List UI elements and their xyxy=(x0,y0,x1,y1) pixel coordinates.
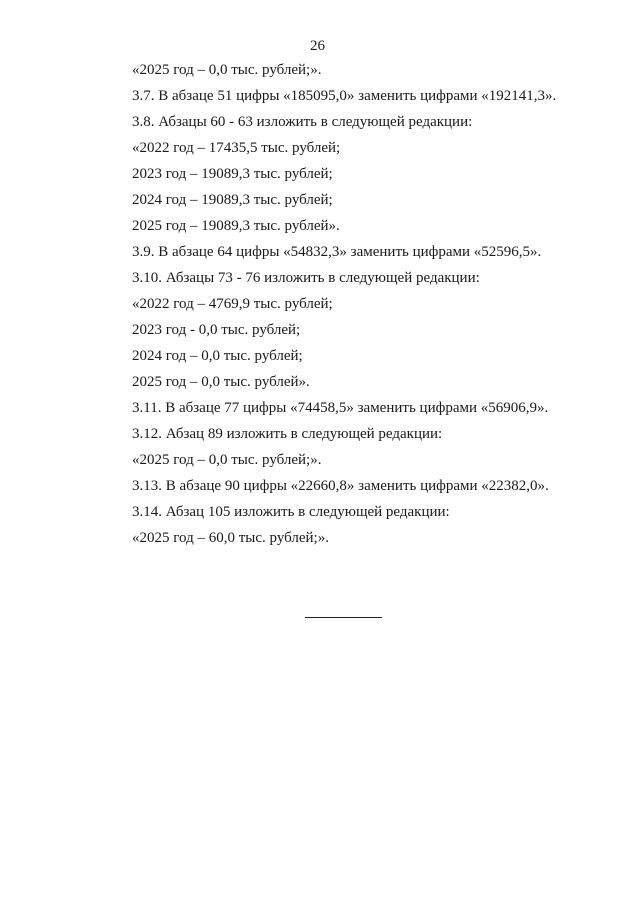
text-line: 2023 год – 19089,3 тыс. рублей; xyxy=(132,166,333,182)
text-line: 2024 год – 0,0 тыс. рублей; xyxy=(132,348,303,364)
text-line: 2025 год – 19089,3 тыс. рублей». xyxy=(132,218,340,234)
text-line: 3.13. В абзаце 90 цифры «22660,8» заменить цифрами «22382,0». xyxy=(132,478,549,494)
text-line: 3.8. Абзацы 60 - 63 изложить в следующей редакции: xyxy=(132,114,473,130)
page-number: 26 xyxy=(310,38,325,54)
text-line: «2022 год – 17435,5 тыс. рублей; xyxy=(132,140,341,156)
text-line: 3.11. В абзаце 77 цифры «74458,5» заменить цифрами «56906,9». xyxy=(132,400,549,416)
text-line: «2025 год – 0,0 тыс. рублей;». xyxy=(132,62,322,78)
text-line: 2025 год – 0,0 тыс. рублей». xyxy=(132,374,310,390)
text-line: «2022 год – 4769,9 тыс. рублей; xyxy=(132,296,333,312)
end-separator-line xyxy=(305,617,382,618)
text-line: «2025 год – 60,0 тыс. рублей;». xyxy=(132,530,329,546)
text-line: 2024 год – 19089,3 тыс. рублей; xyxy=(132,192,333,208)
text-line: 3.14. Абзац 105 изложить в следующей редакции: xyxy=(132,504,450,520)
text-line: 3.10. Абзацы 73 - 76 изложить в следующей редакции: xyxy=(132,270,480,286)
text-line: 3.9. В абзаце 64 цифры «54832,3» заменить цифрами «52596,5». xyxy=(132,244,542,260)
text-line: 3.12. Абзац 89 изложить в следующей редакции: xyxy=(132,426,443,442)
text-line: 2023 год - 0,0 тыс. рублей; xyxy=(132,322,301,338)
text-line: 3.7. В абзаце 51 цифры «185095,0» заменить цифрами «192141,3». xyxy=(132,88,557,104)
text-line: «2025 год – 0,0 тыс. рублей;». xyxy=(132,452,322,468)
